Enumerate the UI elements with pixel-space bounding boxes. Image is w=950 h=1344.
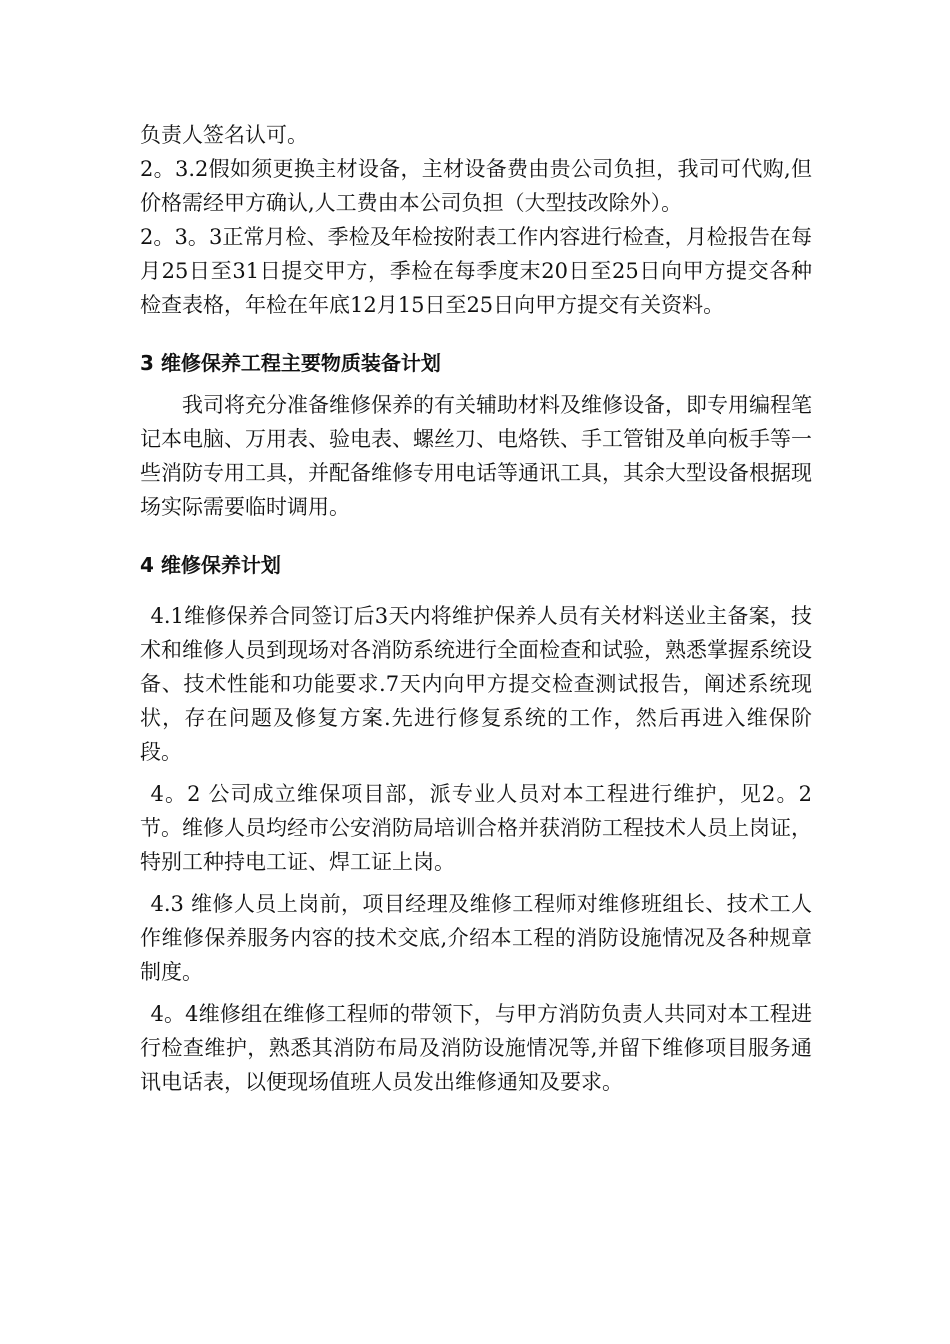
document-page [140,118,812,1099]
section-heading-3: 3 维修保养工程主要物质装备计划 [140,351,441,375]
spacer [140,879,812,887]
spacer [140,322,812,346]
paragraph-4-1: 4.1维修保养合同签订后3天内将维护保养人员有关材料送业主备案，技术和维修人员到现场对各消防系统进行全面检查和试验，熟悉掌握系统设备、技术性能和功能要求.7天内向甲方提交检查测试报告，阐述系统现状，存在问题及修复方案.先进行修复系统的工作，然后再进入维保阶段。 [140,604,812,764]
paragraph-4-2: 4。2 公司成立维保项目部，派专业人员对本工程进行维护，见2。2节。维修人员均经市公安消防局培训合格并获消防工程技术人员上岗证，特别工种持电工证、焊工证上岗。 [140,782,812,874]
paragraph-equipment: 我司将充分准备维修保养的有关辅助材料及维修设备，即专用编程笔记本电脑、万用表、验电表、螺丝刀、电烙铁、手工管钳及单向板手等一些消防专用工具，并配备维修专用电话等通讯工具，其余大型设备根据现场实际需要临时调用。 [140,393,812,519]
spacer [140,989,812,997]
paragraph-2-3-2: 2。3.2假如须更换主材设备，主材设备费由贵公司负担，我司可代购,但价格需经甲方确认,人工费由本公司负担（大型技改除外）。 [140,157,812,215]
spacer [140,582,812,599]
paragraph-4-3: 4.3 维修人员上岗前，项目经理及维修工程师对维修班组长、技术工人作维修保养服务内容的技术交底,介绍本工程的消防设施情况及各种规章制度。 [140,892,812,984]
section-heading-4: 4 维修保养计划 [140,553,281,577]
paragraph-signoff: 负责人签名认可。 [140,123,308,147]
spacer [140,524,812,548]
paragraph-2-3-3: 2。3。3正常月检、季检及年检按附表工作内容进行检查，月检报告在每月25日至31日提交甲方，季检在每季度末20日至25日向甲方提交各种检查表格，年检在年底12月15日至25日向甲方提交有关资料。 [140,225,812,317]
spacer [140,769,812,777]
spacer [140,380,812,388]
paragraph-4-4: 4。4维修组在维修工程师的带领下，与甲方消防负责人共同对本工程进行检查维护，熟悉其消防布局及消防设施情况等,并留下维修项目服务通讯电话表，以便现场值班人员发出维修通知及要求。 [140,1002,812,1094]
